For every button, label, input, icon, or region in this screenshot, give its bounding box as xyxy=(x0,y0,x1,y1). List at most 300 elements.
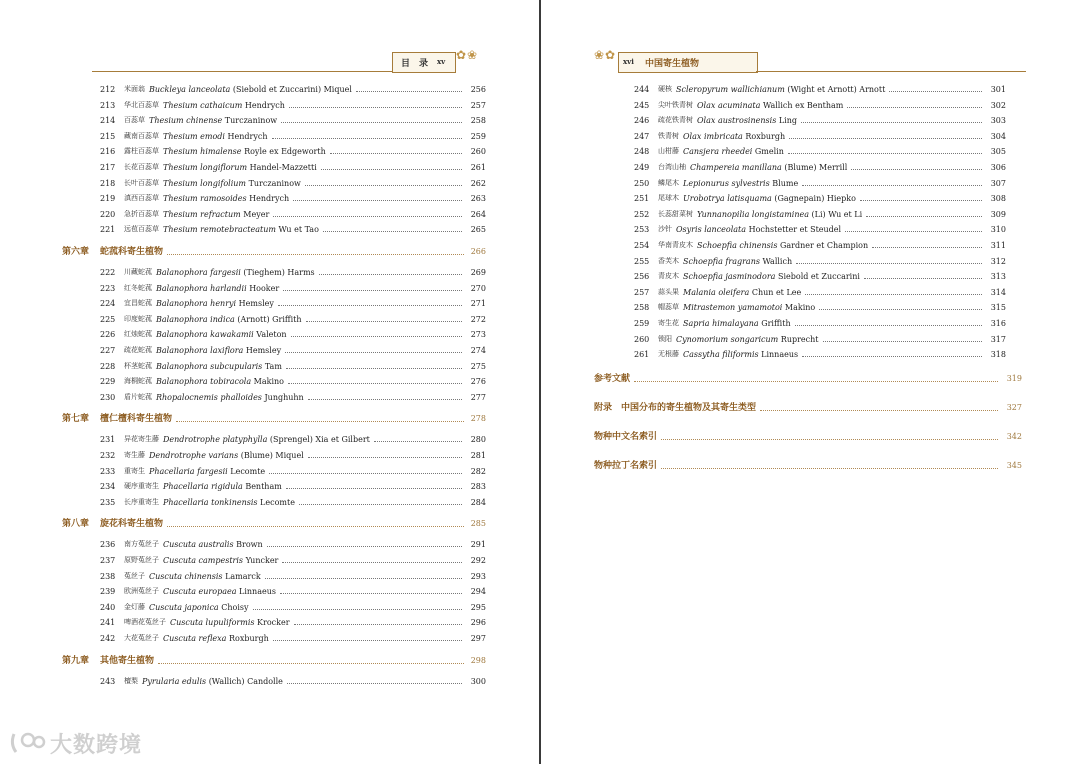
chinese-name: 原野菟丝子 xyxy=(124,556,159,564)
latin-name: Rhopalocnemis phalloides xyxy=(156,392,262,402)
latin-name: Dendrotrophe varians xyxy=(149,451,239,460)
chinese-name: 沙针 xyxy=(658,225,672,234)
scientific-name xyxy=(149,569,261,584)
scientific-name xyxy=(163,432,370,447)
chinese-name: 锁阳 xyxy=(658,334,672,343)
scientific-name xyxy=(149,464,265,479)
toc-entry xyxy=(634,191,1006,206)
header-title: 目 录 xyxy=(401,59,429,69)
scientific-name xyxy=(697,207,862,222)
header-box xyxy=(392,52,456,73)
entry-number: 215 xyxy=(100,131,116,141)
dot-leader xyxy=(866,216,982,217)
section-page: 345 xyxy=(1006,460,1022,470)
entry-page: 316 xyxy=(990,319,1006,328)
scientific-name xyxy=(683,347,798,362)
latin-name: Balanophora indica xyxy=(156,314,235,324)
author-name: Hendrych xyxy=(227,131,268,141)
latin-name: Yunnanopilia longistaminea xyxy=(697,209,809,219)
dot-leader xyxy=(330,153,462,154)
scientific-name xyxy=(156,390,304,405)
chinese-name: 川藏蛇菰 xyxy=(124,268,152,276)
author-name: Handel-Mazzetti xyxy=(249,163,317,172)
entry-page: 304 xyxy=(990,131,1006,141)
toc-entry xyxy=(100,207,486,222)
entry-number: 227 xyxy=(100,346,116,355)
author-name: (Li) Wu et Li xyxy=(811,209,863,219)
chinese-name: 异花寄生藤 xyxy=(124,435,159,444)
latin-name: Cuscuta australis xyxy=(163,540,234,550)
scientific-name xyxy=(683,144,784,159)
toc-entry xyxy=(100,464,486,479)
section-heading xyxy=(594,458,1022,474)
toc-entry xyxy=(100,615,486,630)
latin-name: Thesium longiflorum xyxy=(163,163,248,172)
chapter-page: 278 xyxy=(470,414,486,424)
entry-page: 310 xyxy=(990,225,1006,235)
scientific-name xyxy=(163,144,326,159)
dot-leader xyxy=(267,546,462,547)
dot-leader xyxy=(319,274,462,275)
entry-page: 265 xyxy=(470,225,486,235)
toc-entry xyxy=(634,300,1006,315)
dot-leader xyxy=(269,473,462,474)
toc-entry xyxy=(100,327,486,342)
scientific-name xyxy=(676,332,819,347)
chapter-title: 旋花科寄生植物 xyxy=(100,519,164,530)
author-name: Choisy xyxy=(221,602,249,612)
author-name: Lecomte xyxy=(260,497,295,507)
toc-entry xyxy=(634,254,1006,269)
toc-entry xyxy=(100,495,486,510)
dot-leader xyxy=(289,107,462,108)
chapter-number: 第六章 xyxy=(62,247,90,257)
latin-name: Cansjera rheedei xyxy=(683,147,753,157)
header-title: 中国寄生植物 xyxy=(645,59,700,69)
page-roman: xvi xyxy=(623,57,634,66)
toc-entry xyxy=(100,584,486,599)
toc-entry xyxy=(100,129,486,144)
chinese-name: 百蕊草 xyxy=(124,116,145,125)
toc-entry xyxy=(100,343,486,358)
latin-name: Pyrularia edulis xyxy=(142,676,207,686)
chinese-name: 檀梨 xyxy=(124,676,138,685)
entry-number: 261 xyxy=(634,350,650,360)
chinese-name: 滇西百蕊草 xyxy=(124,194,159,203)
author-name: Roxburgh xyxy=(229,634,269,643)
section-heading xyxy=(594,429,1022,445)
latin-name: Olax acuminata xyxy=(697,100,761,110)
toc-entry xyxy=(634,113,1006,128)
toc-entry xyxy=(100,569,486,584)
dot-leader xyxy=(323,231,462,232)
latin-name: Olax imbricata xyxy=(683,131,743,141)
latin-name: Phacellaria rigidula xyxy=(163,482,243,492)
latin-name: Thesium remotebracteatum xyxy=(163,225,276,235)
author-name: Krocker xyxy=(257,618,290,628)
entry-page: 272 xyxy=(470,314,486,324)
entry-page: 305 xyxy=(990,147,1006,157)
author-name: Brown xyxy=(236,540,263,550)
toc-entry xyxy=(100,600,486,615)
chinese-name: 长蕊甜菜树 xyxy=(658,209,693,218)
chinese-name: 远苞百蕊草 xyxy=(124,225,159,234)
scientific-name xyxy=(163,553,278,568)
latin-name: Cuscuta chinensis xyxy=(149,571,223,581)
section-heading xyxy=(594,371,1022,387)
scientific-name xyxy=(697,238,868,253)
latin-name: Cuscuta campestris xyxy=(163,556,244,565)
section-page: 319 xyxy=(1006,373,1022,383)
toc-entry xyxy=(634,238,1006,253)
entry-number: 214 xyxy=(100,116,116,126)
dot-leader xyxy=(661,439,998,440)
chinese-name: 杯茎蛇菰 xyxy=(124,361,152,370)
chinese-name: 急折百蕊草 xyxy=(124,209,159,218)
author-name: Hochstetter et Steudel xyxy=(748,225,842,235)
chinese-name: 蒜头果 xyxy=(658,287,679,296)
entry-number: 260 xyxy=(634,334,650,344)
dot-leader xyxy=(283,290,462,291)
chinese-name: 长花百蕊草 xyxy=(124,163,159,171)
toc-entry xyxy=(100,191,486,206)
toc-entry xyxy=(634,207,1006,222)
toc-entry xyxy=(100,296,486,311)
dot-leader xyxy=(286,368,462,369)
dot-leader xyxy=(280,593,462,594)
chinese-name: 红冬蛇菰 xyxy=(124,283,152,292)
dot-leader xyxy=(286,488,462,489)
chinese-name: 尖叶铁青树 xyxy=(658,100,693,109)
chinese-name: 寄生藤 xyxy=(124,451,145,459)
entry-number: 240 xyxy=(100,602,116,612)
toc-entry xyxy=(634,82,1006,97)
scientific-name xyxy=(676,222,841,237)
dot-leader xyxy=(845,231,982,232)
toc-entry xyxy=(100,98,486,113)
entry-number: 258 xyxy=(634,303,650,313)
author-name: (Blume) Miquel xyxy=(240,451,304,460)
dot-leader xyxy=(265,578,462,579)
chinese-name: 鳞尾木 xyxy=(658,178,679,187)
author-name: (Sprengel) Xia et Gilbert xyxy=(269,435,370,445)
entry-page: 300 xyxy=(470,676,486,686)
author-name: Ruprecht xyxy=(780,334,819,344)
right-header xyxy=(594,48,764,72)
chapter-heading xyxy=(62,516,486,532)
chinese-name: 长叶百蕊草 xyxy=(124,178,159,187)
author-name: Hemsley xyxy=(245,346,282,355)
latin-name: Champereia manillana xyxy=(690,163,782,172)
entry-number: 221 xyxy=(100,225,116,235)
toc-entry xyxy=(100,312,486,327)
toc-entry xyxy=(100,553,486,568)
chinese-name: 重寄生 xyxy=(124,466,145,475)
chinese-name: 海桐蛇菰 xyxy=(124,377,152,386)
toc-entry xyxy=(100,631,486,646)
chinese-name: 金灯藤 xyxy=(124,602,145,611)
chapter-heading xyxy=(62,653,486,669)
dot-leader xyxy=(278,305,462,306)
dot-leader xyxy=(299,504,462,505)
author-name: Hooker xyxy=(249,283,280,293)
entry-number: 249 xyxy=(634,163,650,172)
dot-leader xyxy=(176,421,464,422)
author-name: (Wallich) Candolle xyxy=(208,676,283,686)
author-name: Junghuhn xyxy=(264,392,304,402)
latin-name: Cynomorium songaricum xyxy=(676,334,779,344)
entry-number: 257 xyxy=(634,287,650,297)
scientific-name xyxy=(156,312,302,327)
entry-number: 224 xyxy=(100,299,116,309)
author-name: Hendrych xyxy=(249,194,290,204)
latin-name: Osyris lanceolata xyxy=(676,225,747,235)
chinese-name: 红烛蛇菰 xyxy=(124,330,152,339)
author-name: Makino xyxy=(784,303,816,313)
scientific-name xyxy=(163,160,317,175)
dot-leader xyxy=(287,683,462,684)
dot-leader xyxy=(802,356,982,357)
entry-page: 264 xyxy=(470,209,486,219)
latin-name: Balanophora kawakamii xyxy=(156,330,254,340)
entry-page: 280 xyxy=(470,435,486,445)
section-heading xyxy=(594,400,1022,416)
chinese-name: 无根藤 xyxy=(658,350,679,359)
latin-name: Schoepfia jasminodora xyxy=(683,272,776,282)
section-title: 参考文献 xyxy=(594,373,631,384)
entry-page: 315 xyxy=(990,303,1006,313)
latin-name: Thesium emodi xyxy=(163,131,225,141)
toc-entry xyxy=(634,269,1006,284)
entry-number: 230 xyxy=(100,392,116,402)
entry-page: 275 xyxy=(470,361,486,371)
latin-name: Thesium refractum xyxy=(163,209,241,219)
toc-entry xyxy=(100,176,486,191)
scientific-name xyxy=(156,343,281,358)
dot-leader xyxy=(661,468,998,469)
chinese-name: 铁青树 xyxy=(658,131,679,140)
chinese-name: 露柱百蕊草 xyxy=(124,147,159,156)
author-name: Linnaeus xyxy=(761,350,799,360)
dot-leader xyxy=(634,381,998,382)
entry-page: 277 xyxy=(470,392,486,402)
dot-leader xyxy=(167,526,464,527)
entry-number: 233 xyxy=(100,466,116,476)
entry-page: 312 xyxy=(990,256,1006,266)
page-divider xyxy=(539,0,541,764)
entry-number: 235 xyxy=(100,497,116,507)
scientific-name xyxy=(697,113,797,128)
scientific-name xyxy=(156,281,279,296)
toc-entry xyxy=(634,222,1006,237)
entry-number: 219 xyxy=(100,194,116,204)
chinese-name: 宜昌蛇菰 xyxy=(124,299,152,308)
flower-ornament-icon: ❀✿ xyxy=(594,48,617,62)
entry-number: 226 xyxy=(100,330,116,340)
chapter-title: 其他寄生植物 xyxy=(100,655,155,666)
page-roman: xv xyxy=(437,57,446,66)
chinese-name: 印度蛇菰 xyxy=(124,314,152,323)
entry-page: 296 xyxy=(470,618,486,628)
dot-leader xyxy=(864,278,982,279)
toc-entry xyxy=(634,316,1006,331)
section-title: 物种中文名索引 xyxy=(594,431,658,442)
dot-leader xyxy=(823,341,983,342)
scientific-name xyxy=(170,615,290,630)
scientific-name xyxy=(690,160,847,175)
entry-page: 313 xyxy=(990,272,1006,282)
entry-number: 242 xyxy=(100,634,116,643)
scientific-name xyxy=(163,129,268,144)
chinese-name: 长序重寄生 xyxy=(124,497,159,506)
latin-name: Malania oleifera xyxy=(683,287,750,297)
chapter-heading xyxy=(62,244,486,260)
chinese-name: 山柑藤 xyxy=(658,147,679,156)
entry-number: 225 xyxy=(100,314,116,324)
entry-number: 255 xyxy=(634,256,650,266)
author-name: Wallich ex Bentham xyxy=(762,100,844,110)
entry-page: 258 xyxy=(470,116,486,126)
entry-number: 228 xyxy=(100,361,116,371)
dot-leader xyxy=(294,624,462,625)
dot-leader xyxy=(805,294,982,295)
scientific-name xyxy=(697,98,843,113)
latin-name: Sapria himalayana xyxy=(683,319,759,328)
latin-name: Cuscuta reflexa xyxy=(163,634,227,643)
chinese-name: 帽蕊草 xyxy=(658,303,679,312)
latin-name: Balanophora tobiracola xyxy=(156,377,252,387)
entry-page: 270 xyxy=(470,283,486,293)
dot-leader xyxy=(253,609,462,610)
scientific-name xyxy=(149,82,352,97)
dot-leader xyxy=(308,399,462,400)
author-name: Wu et Tao xyxy=(278,225,319,235)
scientific-name xyxy=(156,359,282,374)
scientific-name xyxy=(149,113,277,128)
chinese-name: 青皮木 xyxy=(658,272,679,281)
author-name: (Tieghem) Harms xyxy=(243,268,315,277)
dot-leader xyxy=(356,91,462,92)
entry-number: 238 xyxy=(100,571,116,581)
right-page xyxy=(542,0,1080,764)
chinese-name: 硬序重寄生 xyxy=(124,482,159,491)
entry-page: 301 xyxy=(990,85,1006,94)
entry-page: 273 xyxy=(470,330,486,340)
toc-entry xyxy=(100,160,486,175)
entry-page: 306 xyxy=(990,163,1006,172)
dot-leader xyxy=(272,138,463,139)
entry-page: 314 xyxy=(990,287,1006,297)
scientific-name xyxy=(163,584,276,599)
watermark-text: 大数跨境 xyxy=(50,733,143,758)
latin-name: Cuscuta japonica xyxy=(149,602,219,612)
author-name: (Siebold et Zuccarini) Miquel xyxy=(232,85,352,94)
chapter-page: 298 xyxy=(470,655,486,665)
dot-leader xyxy=(889,91,982,92)
entry-page: 317 xyxy=(990,334,1006,344)
author-name: Yuncker xyxy=(245,556,279,565)
entry-number: 212 xyxy=(100,85,116,94)
scientific-name xyxy=(163,631,269,646)
chinese-name: 硬核 xyxy=(658,85,672,93)
dot-leader xyxy=(273,216,462,217)
author-name: Tam xyxy=(264,361,282,371)
latin-name: Thesium chinense xyxy=(149,116,223,126)
latin-name: Balanophora fargesii xyxy=(156,268,241,277)
latin-name: Schoepfia fragrans xyxy=(683,256,760,266)
scientific-name xyxy=(156,296,274,311)
entry-page: 302 xyxy=(990,100,1006,110)
toc-entry xyxy=(100,82,486,97)
author-name: Turczaninow xyxy=(224,116,278,126)
flower-ornament-icon: ✿❀ xyxy=(456,48,479,62)
chapter-number: 第八章 xyxy=(62,519,90,530)
entry-page: 303 xyxy=(990,116,1006,126)
toc-entry xyxy=(100,448,486,463)
author-name: (Arnott) Griffith xyxy=(237,314,302,324)
chinese-name: 菟丝子 xyxy=(124,571,145,580)
dot-leader xyxy=(321,169,462,170)
entry-number: 232 xyxy=(100,451,116,460)
entry-number: 222 xyxy=(100,268,116,277)
dot-leader xyxy=(158,663,464,664)
toc-entry xyxy=(634,332,1006,347)
left-header xyxy=(392,48,484,72)
latin-name: Cuscuta europaea xyxy=(163,587,237,597)
author-name: Bentham xyxy=(245,482,282,492)
author-name: Royle ex Edgeworth xyxy=(244,147,326,157)
chat-bubble-logo-icon xyxy=(8,730,46,758)
entry-page: 269 xyxy=(470,268,486,277)
entry-page: 260 xyxy=(470,147,486,157)
chapter-number: 第九章 xyxy=(62,655,90,666)
dot-leader xyxy=(819,309,982,310)
entry-page: 292 xyxy=(470,556,486,565)
chinese-name: 香芙木 xyxy=(658,256,679,265)
latin-name: Cassytha filiformis xyxy=(683,350,759,360)
entry-number: 256 xyxy=(634,272,650,282)
author-name: Meyer xyxy=(243,209,270,219)
chapter-title: 檀仁檀科寄生植物 xyxy=(100,414,173,425)
dot-leader xyxy=(872,247,982,248)
chinese-name: 藏南百蕊草 xyxy=(124,131,159,140)
entry-number: 253 xyxy=(634,225,650,235)
entry-number: 236 xyxy=(100,540,116,550)
entry-page: 281 xyxy=(470,451,486,460)
dot-leader xyxy=(291,336,462,337)
entry-page: 282 xyxy=(470,466,486,476)
entry-number: 244 xyxy=(634,85,650,94)
entry-number: 259 xyxy=(634,319,650,328)
entry-number: 245 xyxy=(634,100,650,110)
chinese-name: 台湾山柚 xyxy=(658,163,686,171)
dot-leader xyxy=(788,153,982,154)
scientific-name xyxy=(163,207,269,222)
toc-entry xyxy=(634,129,1006,144)
author-name: (Blume) Merrill xyxy=(784,163,848,172)
toc-entry xyxy=(634,160,1006,175)
latin-name: Balanophora harlandii xyxy=(156,283,247,293)
author-name: Blume xyxy=(772,178,799,188)
author-name: Makino xyxy=(253,377,284,387)
scientific-name xyxy=(142,674,283,689)
dot-leader xyxy=(760,410,998,411)
chapter-page: 285 xyxy=(470,519,486,529)
entry-number: 254 xyxy=(634,241,650,250)
entry-number: 243 xyxy=(100,676,116,686)
author-name: Valeton xyxy=(256,330,287,340)
scientific-name xyxy=(156,327,287,342)
